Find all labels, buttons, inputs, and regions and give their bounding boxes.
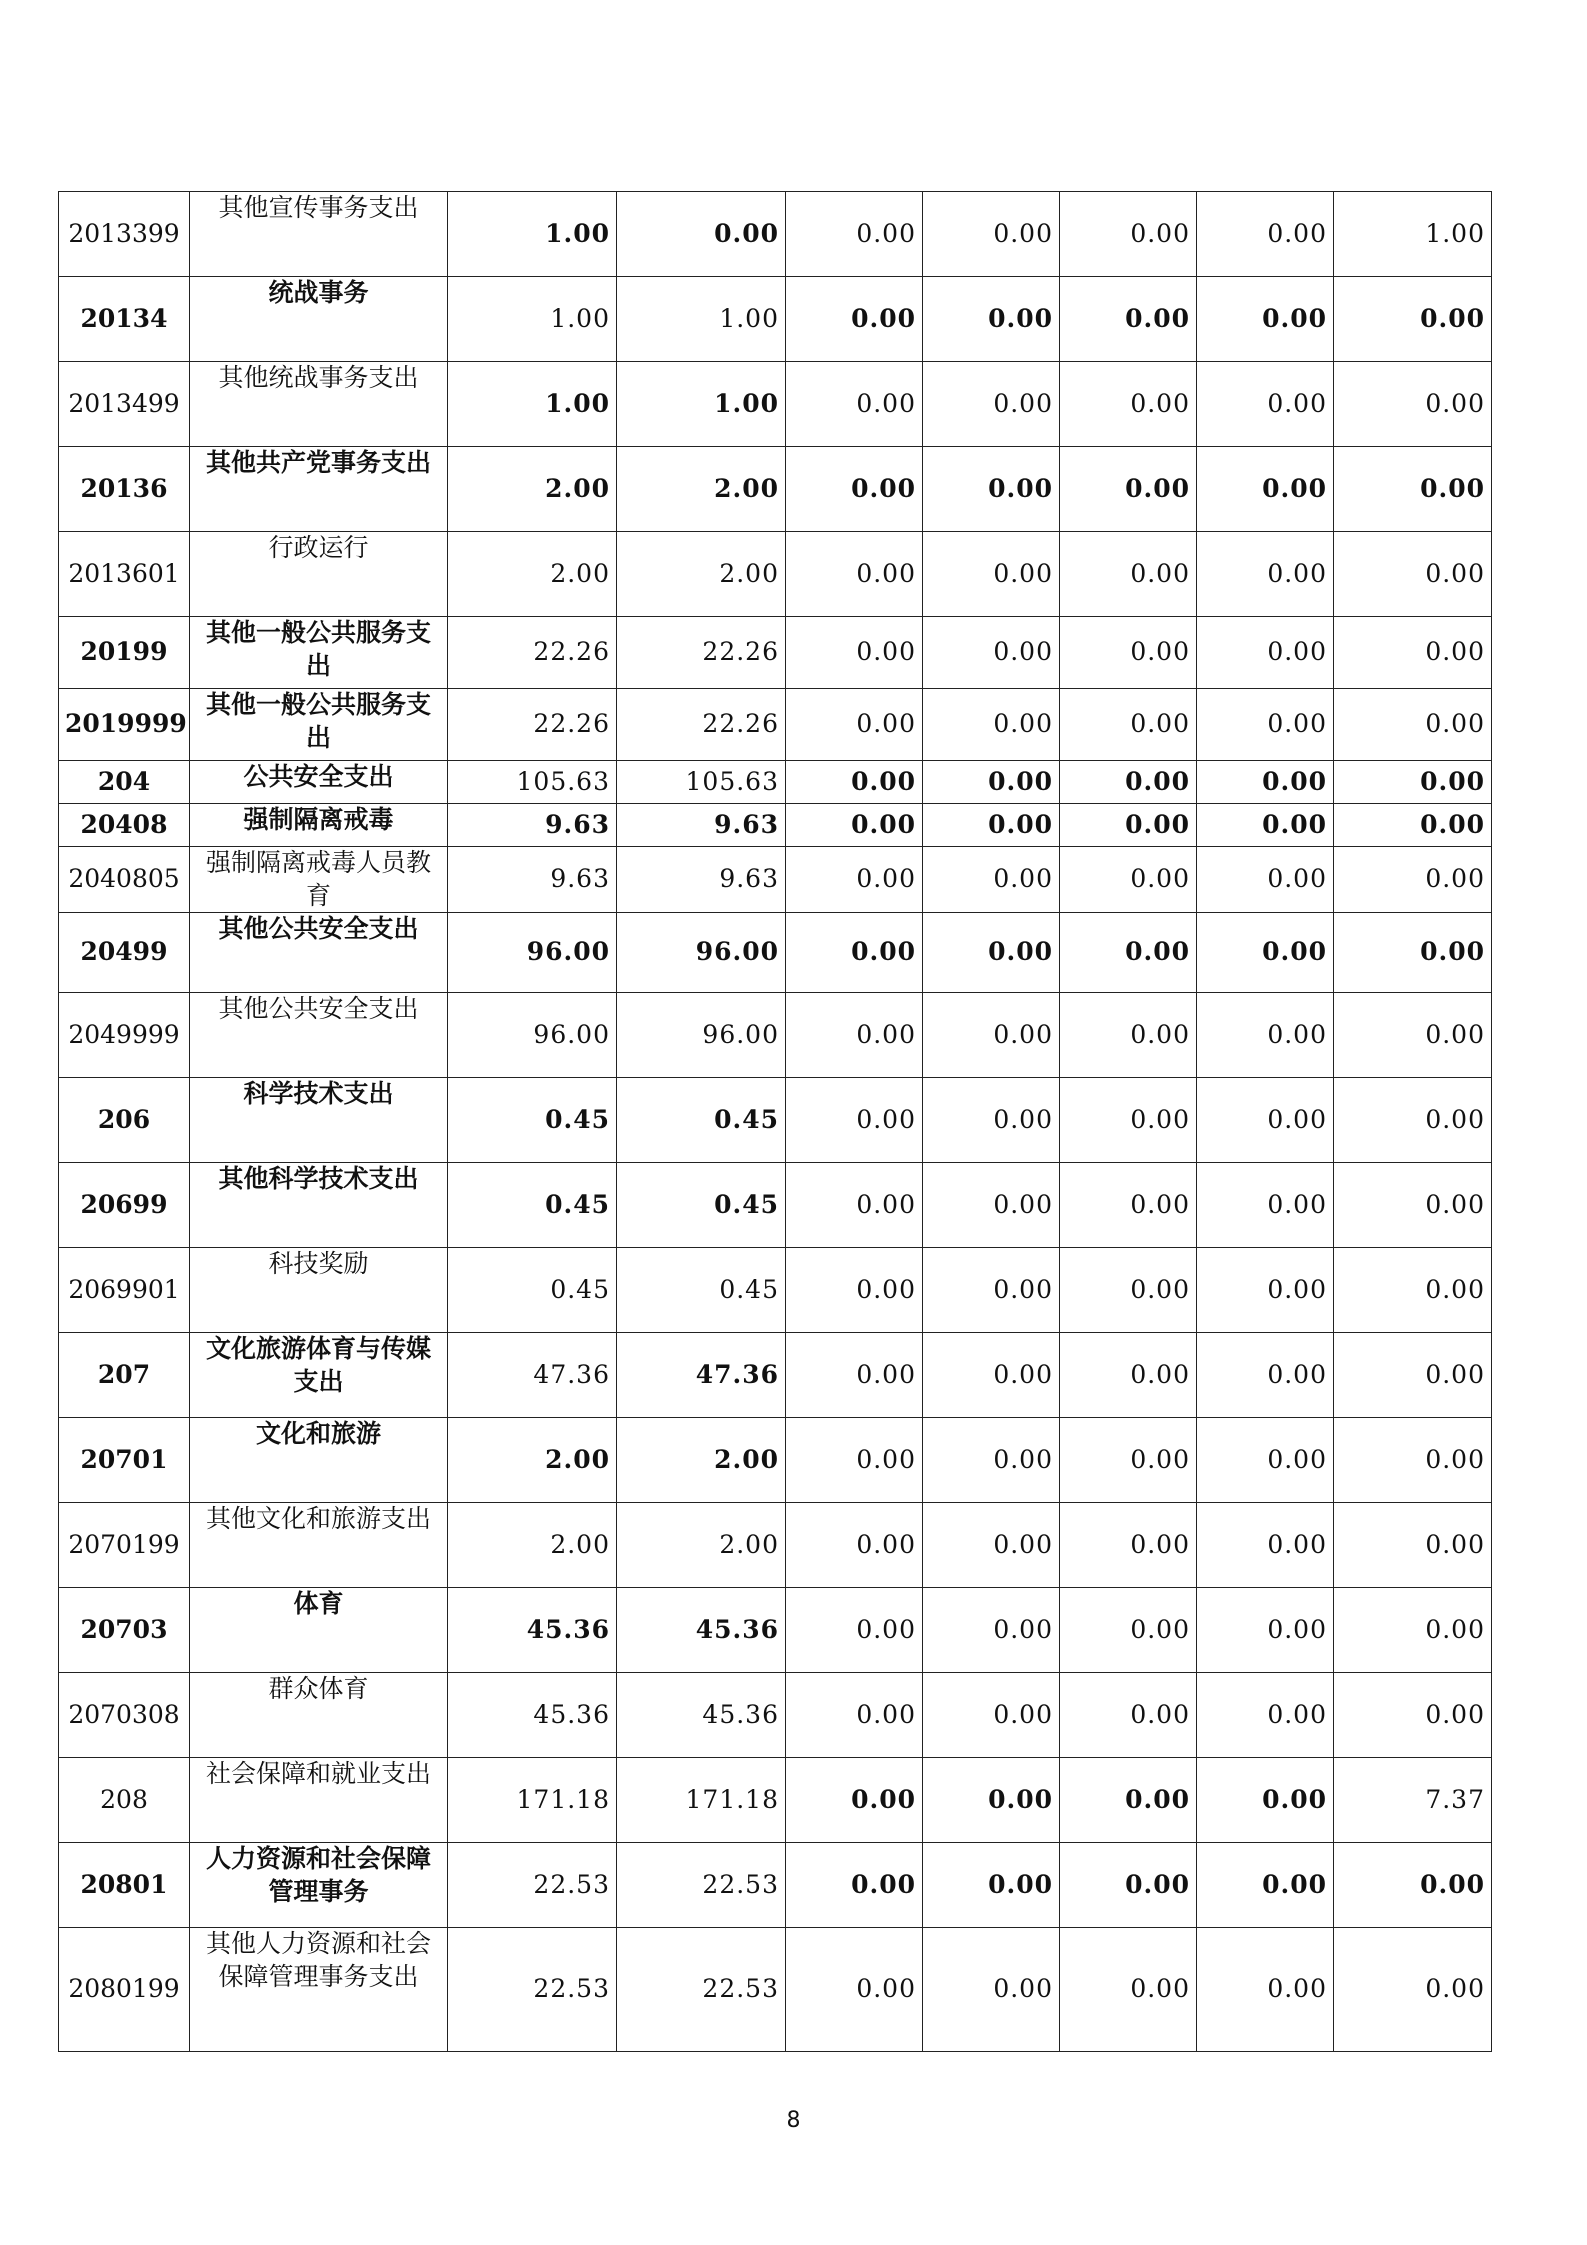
page-number: 8 [786,2108,801,2133]
table-row [59,1588,1492,1673]
amount-cell: 0.00 [923,1588,1060,1673]
amount-cell: 0.00 [1334,804,1492,847]
amount-cell: 0.00 [1060,1928,1197,2052]
amount-cell: 0.00 [1060,804,1197,847]
amount-cell: 0.00 [923,1248,1060,1333]
amount-cell: 0.00 [1060,1078,1197,1163]
table-row [59,1163,1492,1248]
amount-cell: 45.36 [448,1673,617,1758]
amount-cell: 0.00 [923,1758,1060,1843]
amount-cell: 0.45 [448,1078,617,1163]
amount-cell: 0.00 [1060,847,1197,913]
amount-cell: 1.00 [617,362,786,447]
amount-cell: 0.00 [786,617,923,689]
amount-cell: 0.00 [923,1843,1060,1928]
table-row [59,1928,1492,2052]
row-name: 其他科学技术支出 [190,1163,448,1248]
row-name: 行政运行 [190,532,448,617]
amount-cell: 1.00 [448,192,617,277]
row-name: 其他公共安全支出 [190,993,448,1078]
amount-cell: 0.00 [1197,1503,1334,1588]
amount-cell: 0.00 [923,1333,1060,1418]
row-code: 20801 [59,1843,190,1928]
row-name: 体育 [190,1588,448,1673]
amount-cell: 0.00 [923,689,1060,761]
table-row [59,804,1492,847]
amount-cell: 0.00 [1197,277,1334,362]
row-code: 20701 [59,1418,190,1503]
row-name: 社会保障和就业支出 [190,1758,448,1843]
table-row [59,1248,1492,1333]
amount-cell: 0.00 [786,1928,923,2052]
amount-cell: 0.00 [786,913,923,993]
amount-cell: 0.45 [448,1163,617,1248]
amount-cell: 22.26 [617,689,786,761]
amount-cell: 0.00 [1197,913,1334,993]
amount-cell: 0.00 [1060,1758,1197,1843]
amount-cell: 0.00 [1334,1418,1492,1503]
amount-cell: 0.00 [1197,804,1334,847]
row-name: 强制隔离戒毒 [190,804,448,847]
amount-cell: 0.00 [1334,362,1492,447]
amount-cell: 2.00 [448,532,617,617]
table-row [59,1843,1492,1928]
amount-cell: 96.00 [617,913,786,993]
amount-cell: 0.00 [923,761,1060,804]
row-code: 2080199 [59,1928,190,2052]
amount-cell: 0.00 [1197,1843,1334,1928]
amount-cell: 1.00 [448,362,617,447]
amount-cell: 2.00 [617,1418,786,1503]
amount-cell: 0.00 [1334,617,1492,689]
row-name: 文化和旅游 [190,1418,448,1503]
amount-cell: 0.00 [1197,1673,1334,1758]
amount-cell: 0.00 [1334,532,1492,617]
amount-cell: 0.00 [1060,1503,1197,1588]
amount-cell: 96.00 [448,993,617,1078]
amount-cell: 2.00 [617,532,786,617]
row-code: 207 [59,1333,190,1418]
amount-cell: 0.00 [1197,847,1334,913]
amount-cell: 0.00 [786,1078,923,1163]
table-row [59,192,1492,277]
amount-cell: 1.00 [448,277,617,362]
amount-cell: 105.63 [617,761,786,804]
amount-cell: 96.00 [617,993,786,1078]
amount-cell: 2.00 [448,447,617,532]
amount-cell: 0.00 [786,447,923,532]
row-name: 科技奖励 [190,1248,448,1333]
amount-cell: 0.00 [1060,362,1197,447]
table-row [59,847,1492,913]
row-name: 文化旅游体育与传媒支出 [190,1333,448,1418]
amount-cell: 0.00 [1334,1163,1492,1248]
amount-cell: 0.00 [1197,532,1334,617]
amount-cell: 0.00 [1197,761,1334,804]
amount-cell: 0.00 [1197,1418,1334,1503]
budget-table [58,191,1492,2052]
amount-cell: 0.00 [1334,1503,1492,1588]
amount-cell: 0.00 [786,1418,923,1503]
amount-cell: 9.63 [448,804,617,847]
amount-cell: 0.00 [786,1503,923,1588]
amount-cell: 1.00 [617,277,786,362]
row-code: 20136 [59,447,190,532]
table-row [59,1503,1492,1588]
amount-cell: 0.00 [1060,1333,1197,1418]
amount-cell: 0.00 [1060,1673,1197,1758]
amount-cell: 22.53 [617,1843,786,1928]
row-code: 206 [59,1078,190,1163]
row-name: 其他统战事务支出 [190,362,448,447]
amount-cell: 22.26 [617,617,786,689]
amount-cell: 22.53 [448,1928,617,2052]
amount-cell: 0.00 [786,1333,923,1418]
amount-cell: 105.63 [448,761,617,804]
amount-cell: 0.00 [1060,1248,1197,1333]
amount-cell: 0.00 [1334,1843,1492,1928]
amount-cell: 0.00 [786,277,923,362]
amount-cell: 0.00 [923,192,1060,277]
amount-cell: 0.00 [923,447,1060,532]
amount-cell: 0.00 [1060,913,1197,993]
amount-cell: 0.00 [786,689,923,761]
amount-cell: 0.00 [1334,913,1492,993]
row-code: 20134 [59,277,190,362]
amount-cell: 0.00 [1060,1843,1197,1928]
table-body [59,192,1492,2052]
row-code: 2070308 [59,1673,190,1758]
amount-cell: 0.00 [1060,1418,1197,1503]
amount-cell: 0.00 [1334,847,1492,913]
row-name: 公共安全支出 [190,761,448,804]
amount-cell: 0.00 [786,761,923,804]
amount-cell: 0.00 [786,993,923,1078]
amount-cell: 0.00 [923,362,1060,447]
amount-cell: 9.63 [617,847,786,913]
table-row [59,617,1492,689]
amount-cell: 0.00 [1334,1333,1492,1418]
table-row [59,362,1492,447]
row-code: 2013601 [59,532,190,617]
amount-cell: 0.00 [923,1928,1060,2052]
amount-cell: 45.36 [617,1673,786,1758]
amount-cell: 0.00 [1197,447,1334,532]
amount-cell: 0.00 [923,1078,1060,1163]
amount-cell: 0.00 [923,913,1060,993]
amount-cell: 2.00 [448,1418,617,1503]
amount-cell: 0.00 [786,192,923,277]
amount-cell: 0.00 [923,1418,1060,1503]
amount-cell: 9.63 [617,804,786,847]
table-row [59,447,1492,532]
amount-cell: 0.00 [786,532,923,617]
row-name: 群众体育 [190,1673,448,1758]
amount-cell: 9.63 [448,847,617,913]
amount-cell: 0.00 [923,617,1060,689]
amount-cell: 0.00 [786,847,923,913]
amount-cell: 2.00 [617,447,786,532]
amount-cell: 0.00 [1060,617,1197,689]
amount-cell: 0.00 [1197,689,1334,761]
amount-cell: 0.00 [1197,993,1334,1078]
row-name: 其他一般公共服务支出 [190,617,448,689]
amount-cell: 0.00 [923,277,1060,362]
amount-cell: 0.45 [448,1248,617,1333]
amount-cell: 0.00 [1334,447,1492,532]
amount-cell: 171.18 [617,1758,786,1843]
row-code: 2013399 [59,192,190,277]
amount-cell: 0.00 [923,1503,1060,1588]
amount-cell: 0.00 [1060,1588,1197,1673]
amount-cell: 0.00 [1334,993,1492,1078]
row-code: 20408 [59,804,190,847]
amount-cell: 0.00 [786,1758,923,1843]
amount-cell: 0.00 [1060,993,1197,1078]
table-row [59,993,1492,1078]
table-row [59,913,1492,993]
row-name: 其他文化和旅游支出 [190,1503,448,1588]
row-code: 20199 [59,617,190,689]
amount-cell: 0.00 [1060,277,1197,362]
amount-cell: 0.00 [923,993,1060,1078]
row-name: 其他一般公共服务支出 [190,689,448,761]
row-name: 其他共产党事务支出 [190,447,448,532]
amount-cell: 0.00 [1197,192,1334,277]
amount-cell: 7.37 [1334,1758,1492,1843]
amount-cell: 0.00 [923,804,1060,847]
amount-cell: 0.00 [1334,761,1492,804]
amount-cell: 0.00 [786,1588,923,1673]
amount-cell: 0.00 [786,804,923,847]
row-code: 20699 [59,1163,190,1248]
amount-cell: 96.00 [448,913,617,993]
amount-cell: 0.00 [786,1248,923,1333]
amount-cell: 0.00 [1197,1078,1334,1163]
amount-cell: 0.45 [617,1163,786,1248]
row-code: 2019999 [59,689,190,761]
row-code: 2070199 [59,1503,190,1588]
amount-cell: 0.00 [923,1673,1060,1758]
row-code: 20499 [59,913,190,993]
amount-cell: 0.00 [786,1843,923,1928]
amount-cell: 2.00 [448,1503,617,1588]
amount-cell: 0.00 [1197,362,1334,447]
table-row [59,532,1492,617]
row-name: 其他人力资源和社会保障管理事务支出 [190,1928,448,2052]
amount-cell: 0.00 [1334,1248,1492,1333]
amount-cell: 0.00 [1334,277,1492,362]
amount-cell: 0.00 [786,362,923,447]
row-name: 统战事务 [190,277,448,362]
amount-cell: 0.00 [923,1163,1060,1248]
row-name: 强制隔离戒毒人员教育 [190,847,448,913]
amount-cell: 0.00 [1060,761,1197,804]
amount-cell: 0.00 [923,847,1060,913]
table-row [59,1078,1492,1163]
amount-cell: 0.00 [1060,447,1197,532]
amount-cell: 47.36 [448,1333,617,1418]
row-code: 204 [59,761,190,804]
row-code: 2069901 [59,1248,190,1333]
amount-cell: 0.00 [1197,617,1334,689]
amount-cell: 22.26 [448,689,617,761]
table-row [59,1758,1492,1843]
amount-cell: 0.00 [1334,1588,1492,1673]
amount-cell: 0.45 [617,1078,786,1163]
amount-cell: 0.00 [1060,689,1197,761]
amount-cell: 47.36 [617,1333,786,1418]
table-row [59,689,1492,761]
amount-cell: 0.00 [1334,1928,1492,2052]
amount-cell: 0.00 [1197,1333,1334,1418]
amount-cell: 0.00 [1197,1928,1334,2052]
row-name: 科学技术支出 [190,1078,448,1163]
row-code: 20703 [59,1588,190,1673]
amount-cell: 1.00 [1334,192,1492,277]
row-name: 人力资源和社会保障管理事务 [190,1843,448,1928]
amount-cell: 0.00 [1060,532,1197,617]
amount-cell: 0.00 [1334,689,1492,761]
amount-cell: 0.00 [1197,1588,1334,1673]
amount-cell: 0.00 [1197,1248,1334,1333]
row-code: 2013499 [59,362,190,447]
row-name: 其他宣传事务支出 [190,192,448,277]
table-row [59,1333,1492,1418]
amount-cell: 2.00 [617,1503,786,1588]
amount-cell: 0.00 [1334,1673,1492,1758]
table-row [59,277,1492,362]
table-row [59,1673,1492,1758]
amount-cell: 45.36 [617,1588,786,1673]
amount-cell: 22.53 [448,1843,617,1928]
row-code: 208 [59,1758,190,1843]
amount-cell: 0.00 [617,192,786,277]
amount-cell: 0.00 [923,532,1060,617]
amount-cell: 0.00 [1197,1163,1334,1248]
amount-cell: 0.00 [1197,1758,1334,1843]
amount-cell: 0.00 [1334,1078,1492,1163]
row-code: 2040805 [59,847,190,913]
amount-cell: 0.00 [1060,192,1197,277]
amount-cell: 0.45 [617,1248,786,1333]
table-row [59,1418,1492,1503]
amount-cell: 22.53 [617,1928,786,2052]
table-row [59,761,1492,804]
amount-cell: 45.36 [448,1588,617,1673]
amount-cell: 0.00 [1060,1163,1197,1248]
row-code: 2049999 [59,993,190,1078]
amount-cell: 0.00 [786,1163,923,1248]
amount-cell: 171.18 [448,1758,617,1843]
amount-cell: 22.26 [448,617,617,689]
amount-cell: 0.00 [786,1673,923,1758]
row-name: 其他公共安全支出 [190,913,448,993]
